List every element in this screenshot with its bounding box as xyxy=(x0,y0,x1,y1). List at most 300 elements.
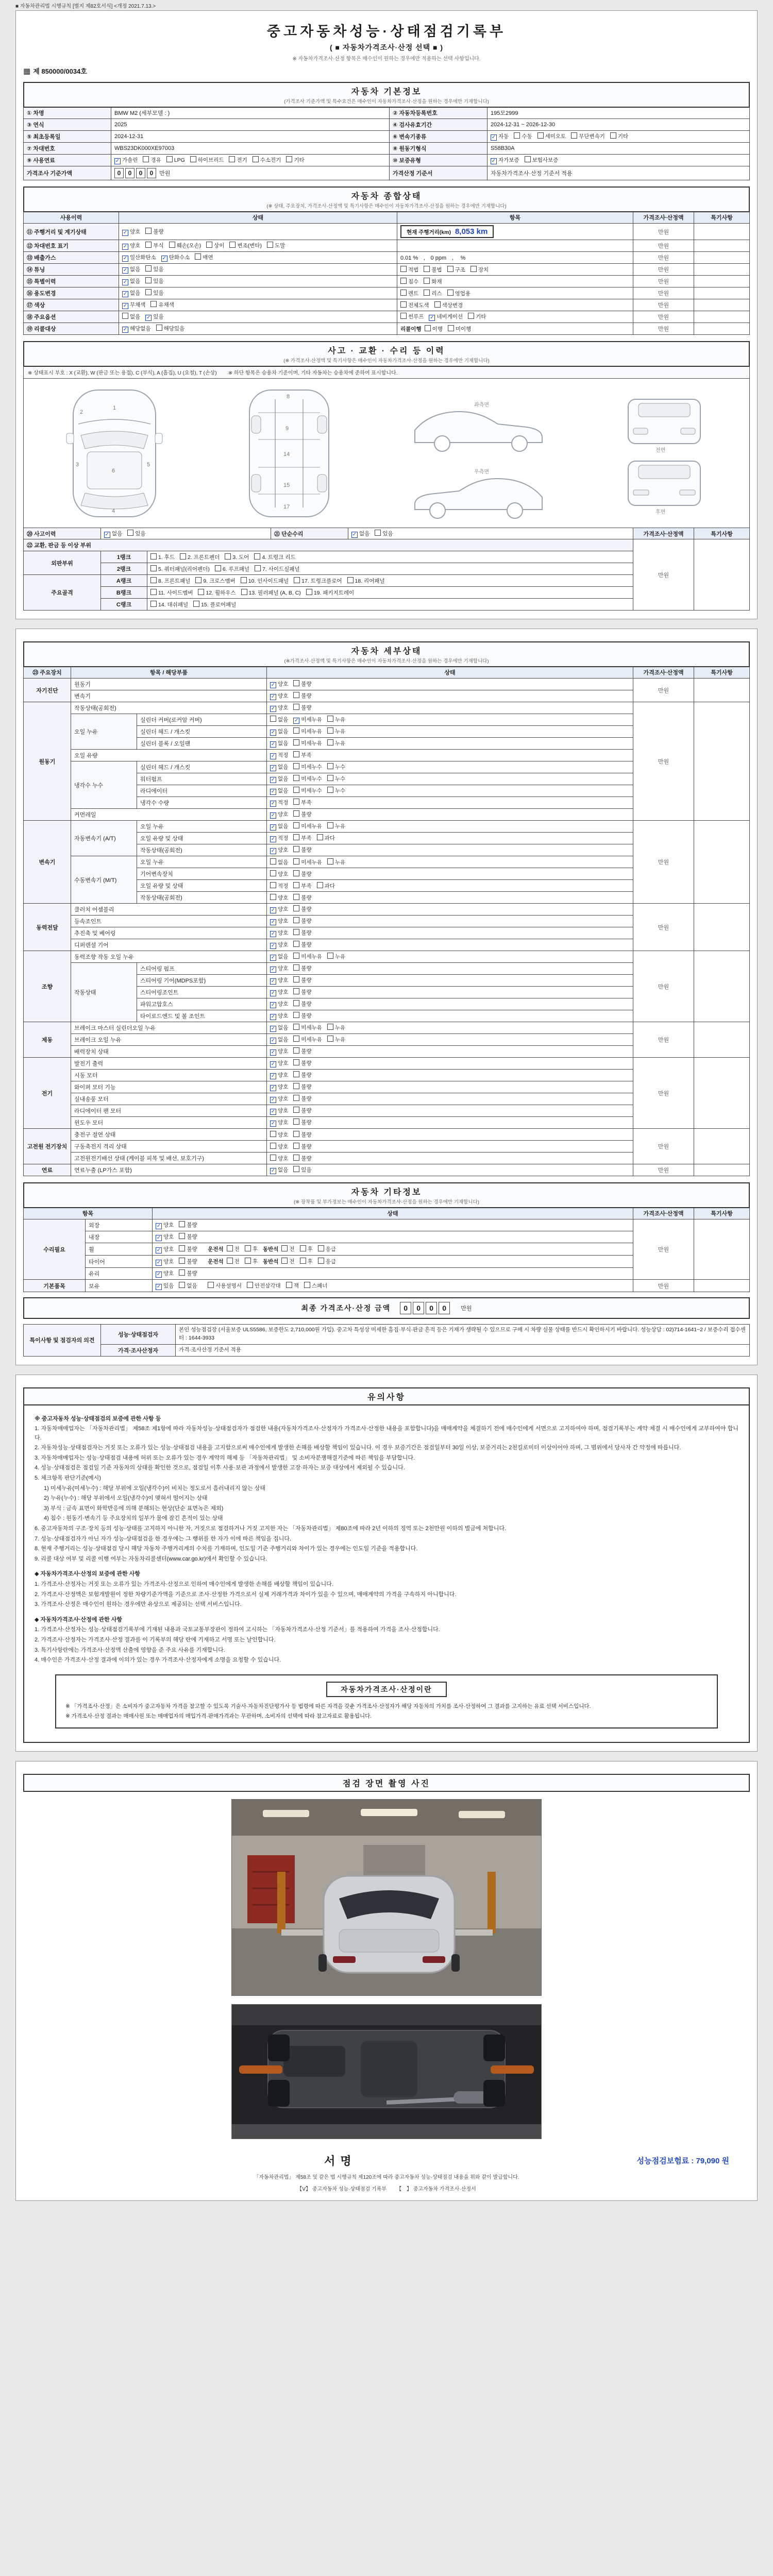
checkbox[interactable]: ✓ 양호 xyxy=(156,1234,174,1241)
checkbox[interactable]: 있음 xyxy=(293,1166,311,1174)
checkbox[interactable]: 불량 xyxy=(179,1269,197,1277)
part-checkbox[interactable]: 9. 크로스멤버 xyxy=(195,577,235,585)
checkbox[interactable]: 없음 xyxy=(122,313,140,320)
part-checkbox[interactable]: 10. 인사이드패널 xyxy=(241,577,289,585)
part-checkbox[interactable]: 8. 프론트패널 xyxy=(150,577,190,585)
checkbox[interactable]: 영업용 xyxy=(447,290,470,297)
checkbox[interactable]: 전 xyxy=(281,1245,294,1253)
checkbox[interactable]: 후 xyxy=(300,1258,313,1265)
section-basic-title: 자동차 기본정보 xyxy=(351,88,422,96)
svg-text:2: 2 xyxy=(79,409,83,415)
checkbox[interactable]: 불량 xyxy=(293,988,311,996)
part-checkbox[interactable]: 7. 사이드실패널 xyxy=(255,565,300,573)
checkbox[interactable]: ✓ 양호 xyxy=(271,1096,289,1103)
checkbox[interactable]: 불량 xyxy=(145,228,163,235)
checkbox[interactable]: 이행 xyxy=(425,325,443,333)
checkbox[interactable]: 불량 xyxy=(293,704,311,711)
item-label: 배력장치 상태 xyxy=(71,1046,267,1058)
part-checkbox[interactable]: 3. 도어 xyxy=(225,553,249,561)
item-sub-label: 기어변속장치 xyxy=(137,868,267,880)
document-title: 중고자동차성능·상태점검기록부 xyxy=(266,24,507,39)
price-cell: 만원 xyxy=(633,904,694,951)
checkbox[interactable]: ✓ 없음 xyxy=(271,954,289,960)
checkbox[interactable]: ✓ 양호 xyxy=(156,1270,174,1277)
checkbox[interactable]: ✓ 없음 xyxy=(271,764,289,771)
checkbox[interactable]: 상이 xyxy=(206,242,224,249)
row-label: ⑱ 주요옵션 xyxy=(24,311,119,323)
checkbox[interactable]: 과다 xyxy=(317,834,335,842)
checkbox[interactable]: ✓ 없음 xyxy=(105,531,123,537)
notice-line: ◆ 자동차가격조사·산정에 관한 사항 xyxy=(35,1616,123,1623)
item-label: 동력조향 작동 오일 누유 xyxy=(71,951,267,963)
section-overall-header xyxy=(23,187,750,212)
checkbox[interactable]: 누유 xyxy=(327,716,345,723)
checkbox[interactable]: 매연 xyxy=(195,253,213,261)
section-accident-note: (※ 가격조사·산정액 및 특기사항은 매수인이 자동차가격조사·산정을 원하는 경우에만 기재합니다) xyxy=(283,358,490,364)
part-checkbox[interactable]: 18. 리어패널 xyxy=(347,577,385,585)
checkbox[interactable]: 미세누수 xyxy=(293,787,322,794)
status-checks xyxy=(267,927,633,939)
checkbox[interactable]: ✓ 없음 xyxy=(271,740,289,747)
note-cell xyxy=(694,1219,750,1280)
checkbox[interactable]: 미이행 xyxy=(448,325,471,333)
checkbox[interactable]: 누유 xyxy=(327,953,345,960)
checkbox[interactable]: 누유 xyxy=(327,858,345,866)
note-cell xyxy=(694,951,750,1022)
checkbox[interactable]: 후 xyxy=(245,1258,258,1265)
checkbox[interactable]: 불량 xyxy=(293,1012,311,1020)
part-checkbox[interactable]: 14. 대쉬패널 xyxy=(150,601,188,608)
checkbox[interactable]: 응급 xyxy=(318,1258,336,1265)
checkbox[interactable]: 후 xyxy=(245,1245,258,1253)
checkbox[interactable]: 미세누유 xyxy=(293,953,322,960)
status-checks xyxy=(119,299,397,311)
checkbox[interactable]: 보험사보증 xyxy=(525,156,559,164)
checkbox[interactable]: ✓ 네비게이션 xyxy=(430,314,463,320)
checkbox[interactable]: ✓ 없음 xyxy=(271,788,289,794)
checkbox[interactable]: 부식 xyxy=(145,242,163,249)
svg-text:17: 17 xyxy=(283,504,290,510)
checkbox[interactable]: 누유 xyxy=(327,727,345,735)
checkbox[interactable]: ✓ 양호 xyxy=(156,1222,174,1229)
status-checks xyxy=(267,821,633,833)
checkbox[interactable]: 불량 xyxy=(293,917,311,925)
item-group-label: 작동상태 xyxy=(71,963,137,1022)
rank-part-checks xyxy=(147,599,633,611)
checkbox[interactable]: 불량 xyxy=(293,680,311,688)
checkbox[interactable]: 전 xyxy=(227,1258,240,1265)
checkbox[interactable]: 후 xyxy=(300,1245,313,1253)
checkbox[interactable]: 양호 xyxy=(270,1143,288,1150)
part-checkbox[interactable]: 5. 쿼터패널(리어펜더) xyxy=(150,565,210,573)
checkbox[interactable]: 유채색 xyxy=(150,301,174,309)
note-cell xyxy=(694,1280,750,1292)
checkbox[interactable]: 도말 xyxy=(267,242,285,249)
simple-repair-label: ㉑ 단순수리 xyxy=(271,528,348,540)
checkbox[interactable]: ✓ 있음 xyxy=(146,314,164,320)
checkbox[interactable]: 불량 xyxy=(179,1258,197,1265)
part-checkbox[interactable]: 6. 루프패널 xyxy=(215,565,249,573)
checkbox[interactable]: 변조(변타) xyxy=(229,242,262,249)
opinion-author-label: 성능·상태점검자 xyxy=(101,1325,176,1345)
section-basic-note: (가격조사 기준가액 및 특수요건은 매수인이 자동차가격조사·산정을 원하는 경우에만 기재합니다) xyxy=(284,99,489,105)
svg-text:3: 3 xyxy=(75,462,79,468)
section-photos-title: 점검 장면 촬영 사진 xyxy=(343,1780,430,1789)
part-checkbox[interactable]: 1. 후드 xyxy=(150,553,175,561)
checkbox[interactable]: ✓ 없음 xyxy=(123,266,141,273)
checkbox[interactable]: 불량 xyxy=(293,870,311,878)
checkbox[interactable]: 불량 xyxy=(293,1143,311,1150)
checkbox[interactable]: 불량 xyxy=(293,1107,311,1114)
checkbox[interactable]: ✓ 양호 xyxy=(156,1246,174,1253)
final-price-unit: 만원 xyxy=(461,1306,472,1312)
checkbox[interactable]: 하이브리드 xyxy=(190,156,224,164)
checkbox[interactable]: 적정 xyxy=(270,882,288,890)
checkbox[interactable]: ✓ 양호 xyxy=(271,1013,289,1020)
checkbox[interactable]: 미세누수 xyxy=(293,775,322,783)
checkbox[interactable]: 있음 xyxy=(145,289,163,297)
price-digit-boxes: 0 0 0 0 xyxy=(114,171,158,177)
checkbox[interactable]: ✓ 없음 xyxy=(271,776,289,783)
checkbox[interactable]: ✓ 양호 xyxy=(271,1001,289,1008)
checkbox[interactable]: 전기 xyxy=(229,156,247,164)
checkbox[interactable]: 미세누유 xyxy=(293,739,322,747)
row-label: ⑮ 특별이력 xyxy=(24,276,119,287)
checkbox[interactable]: 불량 xyxy=(293,1059,311,1067)
item-sub-label: 오일 누유 xyxy=(137,856,267,868)
checkbox[interactable]: ✓ 양호 xyxy=(123,243,141,249)
checkbox[interactable]: 불량 xyxy=(293,1000,311,1008)
item-sub-label: 실린더 커버(로커암 커버) xyxy=(137,714,267,726)
checkbox[interactable]: 수동 xyxy=(514,132,532,140)
checkbox[interactable]: 색상변경 xyxy=(434,301,463,309)
checkbox[interactable]: 렌트 xyxy=(400,290,418,297)
checkbox[interactable]: 불량 xyxy=(293,1047,311,1055)
checkbox[interactable]: ✓ 양호 xyxy=(271,705,289,711)
checkbox[interactable]: 전 xyxy=(227,1245,240,1253)
part-checkbox[interactable]: 12. 휠하우스 xyxy=(198,589,236,597)
checkbox[interactable]: 무단변속기 xyxy=(571,132,605,140)
svg-text:5: 5 xyxy=(146,462,150,468)
checkbox[interactable]: 침수 xyxy=(400,278,418,285)
checkbox[interactable]: 누유 xyxy=(327,1024,345,1031)
checkbox[interactable]: ✓ 양호 xyxy=(271,989,289,996)
device-group-label: 연료 xyxy=(24,1164,71,1176)
checkbox[interactable]: 미세누유 xyxy=(293,822,322,830)
etc-group-label: 기본품목 xyxy=(24,1280,86,1292)
checkbox[interactable]: 해당있음 xyxy=(156,325,185,332)
checkbox[interactable]: 리스 xyxy=(424,290,442,297)
item-label: 추진축 및 베어링 xyxy=(71,927,267,939)
field-label: ⑦ 차대번호 xyxy=(24,143,111,155)
checkbox[interactable]: 누유 xyxy=(327,1036,345,1043)
checkbox[interactable]: 양호 xyxy=(270,870,288,878)
item-sub-label: 작동상태(공회전) xyxy=(137,892,267,904)
checkbox[interactable]: 있음 xyxy=(127,530,145,537)
checkbox[interactable]: 화재 xyxy=(424,278,442,285)
price-survey-definition-box xyxy=(55,1674,718,1729)
price-cell: 만원 xyxy=(633,702,694,821)
part-checkbox[interactable]: 11. 사이드멤버 xyxy=(150,589,193,597)
checkbox[interactable]: 부족 xyxy=(293,882,311,890)
checkbox[interactable]: 불량 xyxy=(293,1071,311,1079)
status-checks xyxy=(267,1058,633,1070)
checkbox[interactable]: 불량 xyxy=(293,905,311,913)
checkbox[interactable]: ✓ 양호 xyxy=(271,847,289,854)
status-checks xyxy=(267,690,633,702)
checkbox[interactable]: 잭 xyxy=(286,1282,299,1290)
checkbox[interactable]: 과다 xyxy=(317,882,335,890)
rank-part-checks xyxy=(147,575,633,587)
checkbox[interactable]: 스패너 xyxy=(304,1282,327,1290)
opinion-text: 가격·조사산정 기준서 적용 xyxy=(176,1344,750,1356)
checkbox[interactable]: ✓ 양호 xyxy=(271,1048,289,1055)
checkbox[interactable]: ✓ 양호 xyxy=(123,228,141,235)
checkbox[interactable]: ✓ 양호 xyxy=(271,965,289,972)
section-overall-title: 자동차 종합상태 xyxy=(351,192,422,201)
checkbox[interactable]: 없음 xyxy=(270,716,288,723)
frame-group-label: 주요골격 xyxy=(24,575,101,611)
checkbox[interactable]: ✓ 양호 xyxy=(271,1108,289,1114)
checkbox[interactable]: 불량 xyxy=(293,1095,311,1103)
checkbox[interactable]: 양호 xyxy=(270,894,288,902)
checkbox[interactable]: 있음 xyxy=(145,277,163,285)
checkbox[interactable]: ✓ 양호 xyxy=(156,1259,174,1265)
part-checkbox[interactable]: 2. 프론트펜더 xyxy=(180,553,220,561)
checkbox[interactable]: ✓ 적정 xyxy=(271,835,289,842)
status-checks xyxy=(267,1034,633,1046)
checkbox[interactable]: ✓ 무채색 xyxy=(123,302,146,309)
checkbox[interactable]: ✓ 양호 xyxy=(271,1060,289,1067)
field-value: 195모2999 xyxy=(488,107,750,119)
item-group-label: 오일 누유 xyxy=(71,714,137,750)
checkbox[interactable]: ✓ 양호 xyxy=(271,918,289,925)
checkbox[interactable]: 양호 xyxy=(270,1155,288,1162)
column-header: 가격조사·산정액 xyxy=(633,212,694,224)
checkbox[interactable]: 불량 xyxy=(293,1155,311,1162)
checkbox[interactable]: ✓ 자동 xyxy=(491,133,509,140)
status-checks xyxy=(267,1081,633,1093)
checkbox[interactable]: 미세누유 xyxy=(293,727,322,735)
checkbox[interactable]: ✓ 없음 xyxy=(271,1167,289,1174)
checkbox[interactable]: ✓ 없음 xyxy=(352,531,370,537)
checkbox[interactable]: 부족 xyxy=(293,799,311,806)
notice-line: 3) 부식 : 금속 표면이 화학반응에 의해 분해되는 현상(단순 표면녹은 제외) xyxy=(44,1505,224,1512)
part-checkbox[interactable]: 15. 플로어패널 xyxy=(193,601,236,608)
field-value: 자동차가격조사·산정 기준서 적용 xyxy=(488,166,750,180)
checkbox[interactable]: 부족 xyxy=(293,751,311,759)
status-checks xyxy=(267,679,633,690)
status-checks xyxy=(267,1046,633,1058)
checkbox[interactable]: 미세누유 xyxy=(293,1036,322,1043)
checkbox[interactable]: 불량 xyxy=(293,929,311,937)
checkbox[interactable]: 불법 xyxy=(424,266,442,274)
price-cell: 만원 xyxy=(633,1129,694,1164)
check-group-label: 운전석 xyxy=(208,1259,224,1265)
checkbox[interactable]: 불량 xyxy=(293,692,311,700)
checkbox[interactable]: LPG xyxy=(166,156,185,163)
note-cell xyxy=(694,287,750,299)
checkbox[interactable]: 불량 xyxy=(293,1083,311,1091)
checkbox[interactable]: ✓ 없음 xyxy=(123,278,141,285)
checkbox[interactable]: ✓ 없음 xyxy=(271,1025,289,1031)
checkbox[interactable]: 훼손(오손) xyxy=(169,242,201,249)
status-checks xyxy=(153,1219,633,1231)
signature-row xyxy=(23,2153,750,2168)
status-checks xyxy=(267,963,633,975)
checkbox[interactable]: ✓ 양호 xyxy=(271,681,289,688)
checkbox[interactable]: 미세누수 xyxy=(293,763,322,771)
checkbox[interactable]: 썬루프 xyxy=(400,313,424,320)
checkbox[interactable]: ✓ 자가보증 xyxy=(491,157,519,164)
extra-cell xyxy=(397,224,633,240)
checkbox[interactable]: 있음 xyxy=(145,265,163,273)
item-sub-label: 스티어링 기어(MDPS포함) xyxy=(137,975,267,987)
checkbox[interactable]: 기타 xyxy=(468,313,486,320)
checkbox[interactable]: 불량 xyxy=(179,1233,197,1241)
checkbox[interactable]: ✓ 있음 xyxy=(156,1283,174,1290)
part-checkbox[interactable]: 17. 트렁크플로어 xyxy=(294,577,342,585)
status-checks xyxy=(267,738,633,750)
status-checks xyxy=(267,916,633,927)
checkbox[interactable]: 전체도색 xyxy=(400,301,429,309)
item-label: 휠 xyxy=(86,1243,153,1256)
checkbox[interactable]: 전 xyxy=(281,1258,294,1265)
status-checks xyxy=(267,904,633,916)
checkbox[interactable]: ✓ 양호 xyxy=(271,1120,289,1126)
form-reference: ■ 자동차관리법 시행규칙 [별지 제82호서식] <개정 2021.7.13.> xyxy=(15,4,156,9)
checkbox[interactable]: ✓ 없음 xyxy=(271,728,289,735)
definition-box-title: 자동차가격조사·산정이란 xyxy=(326,1682,446,1697)
checkbox[interactable]: 누수 xyxy=(327,763,345,771)
checkbox[interactable]: 누유 xyxy=(327,822,345,830)
notice-line: 3. 가격조사·산정은 매수인이 원하는 경우에만 유상으로 제공되는 선택 서비스입니다. xyxy=(35,1601,242,1608)
checkbox[interactable]: 구조 xyxy=(447,266,465,274)
page-2 xyxy=(15,629,758,1365)
section-accident-title: 사고 · 교환 · 수리 등 이력 xyxy=(328,347,445,355)
checkbox[interactable]: ✓ 일산화탄소 xyxy=(123,255,156,261)
checkbox[interactable]: 불량 xyxy=(293,941,311,948)
checkbox[interactable]: 미세누유 xyxy=(293,1024,322,1031)
checkbox[interactable]: ✓ 양호 xyxy=(271,906,289,913)
checkbox[interactable]: ✓ 미세누유 xyxy=(294,717,322,723)
checkbox[interactable]: 응급 xyxy=(318,1245,336,1253)
checkbox[interactable]: ✓ 양호 xyxy=(271,942,289,948)
checkbox[interactable]: 양호 xyxy=(270,1131,288,1139)
photo-underbody xyxy=(231,2004,542,2139)
checkbox[interactable]: ✓ 탄화수소 xyxy=(162,255,190,261)
note-cell xyxy=(694,276,750,287)
checkbox[interactable]: 장치 xyxy=(470,266,489,274)
price-cell: 만원 xyxy=(633,1219,694,1280)
part-checkbox[interactable]: 19. 패키지트레이 xyxy=(306,589,354,597)
checkbox[interactable]: 불량 xyxy=(293,894,311,902)
checkbox[interactable]: ✓ 양호 xyxy=(271,1084,289,1091)
checkbox[interactable]: ✓ 해당없음 xyxy=(123,326,151,332)
status-checks: ✓ 있음 없음 ㅤ 사용설명서 안전삼각대 잭 스패너 xyxy=(153,1280,633,1292)
checkbox[interactable]: 불량 xyxy=(293,1131,311,1139)
checkbox[interactable]: ✓ 가솔린 xyxy=(115,157,138,164)
checkbox[interactable]: 부족 xyxy=(293,834,311,842)
status-checks xyxy=(267,833,633,844)
checkbox[interactable]: ✓ 없음 xyxy=(271,1037,289,1043)
checkbox[interactable]: 누수 xyxy=(327,775,345,783)
checkbox[interactable]: 없음 xyxy=(270,858,288,866)
checkbox[interactable]: 있음 xyxy=(375,530,393,537)
checkbox[interactable]: 불량 xyxy=(293,846,311,854)
checkbox[interactable]: ✓ 양호 xyxy=(271,930,289,937)
checkbox[interactable]: ✓ 양호 xyxy=(271,1072,289,1079)
status-checks xyxy=(267,868,633,880)
inspection-photos xyxy=(23,1799,750,2139)
checkbox[interactable]: 누유 xyxy=(327,739,345,747)
checkbox[interactable]: 불량 xyxy=(179,1245,197,1253)
checkbox[interactable]: 경유 xyxy=(143,156,161,164)
notice-line: 2. 가격조사·산정자는 가격조사·산정 결과를 이 기록부의 해당 란에 기재하고 서명 또는 날인합니다. xyxy=(35,1636,276,1643)
price-cell: 만원 xyxy=(633,264,694,276)
checkbox[interactable]: ✓ 적정 xyxy=(271,752,289,759)
checkbox[interactable]: 기타 xyxy=(610,132,628,140)
final-price-digits xyxy=(400,1302,451,1314)
status-checks xyxy=(267,1129,633,1141)
status-checks xyxy=(267,1141,633,1153)
checkbox[interactable]: 없음 xyxy=(179,1282,197,1290)
checkbox[interactable]: 누수 xyxy=(327,787,345,794)
checkbox[interactable]: 안전삼각대 xyxy=(247,1282,281,1290)
checkbox[interactable]: 불량 xyxy=(293,1118,311,1126)
field-label: ② 자동차등록번호 xyxy=(390,107,488,119)
checkbox[interactable]: 적법 xyxy=(400,266,418,274)
status-checks: ✓ 양호 불량 ㅤ운전석 전 후 동반석 전 후 응급 xyxy=(153,1243,633,1256)
extra-cell xyxy=(397,276,633,287)
extra-cell xyxy=(397,311,633,323)
part-checkbox[interactable]: 13. 필러패널 (A, B, C) xyxy=(241,589,301,597)
field-label: ③ 연식 xyxy=(24,119,111,131)
column-header: 상태 xyxy=(119,212,397,224)
notice-line: 1. 가격조사·산정자는 거짓 또는 오류가 있는 가격조사·산정으로 인하여 매수인에게 발생한 손해를 배상할 책임이 있습니다. xyxy=(35,1581,333,1587)
checkbox[interactable]: 사용설명서 xyxy=(208,1282,242,1290)
checkbox[interactable]: ✓ 양호 xyxy=(271,693,289,700)
checkbox[interactable]: ✓ 없음 xyxy=(123,290,141,297)
signature-field[interactable]: 서명 xyxy=(324,2155,357,2168)
checkbox[interactable]: 수소전기 xyxy=(253,156,281,164)
checkbox[interactable]: ✓ 없음 xyxy=(271,823,289,830)
checkbox[interactable]: 불량 xyxy=(293,810,311,818)
field-value: 2024-12-31 ~ 2026-12-30 xyxy=(488,119,750,131)
checkbox[interactable]: ✓ 적정 xyxy=(271,800,289,806)
field-value: WBS23DK000XE97003 xyxy=(111,143,390,155)
checkbox[interactable]: 불량 xyxy=(293,976,311,984)
note-cell xyxy=(694,264,750,276)
price-cell: 만원 xyxy=(633,252,694,264)
device-group-label: 고전원 전기장치 xyxy=(24,1129,71,1164)
checkbox[interactable]: 불량 xyxy=(179,1221,197,1229)
checkbox[interactable]: 미세누유 xyxy=(293,858,322,866)
checkbox[interactable]: 기타 xyxy=(286,156,304,164)
status-checks xyxy=(119,240,397,252)
part-checkbox[interactable]: 4. 트렁크 리드 xyxy=(254,553,295,561)
checkbox[interactable]: 불량 xyxy=(293,964,311,972)
checkbox[interactable]: ✓ 양호 xyxy=(271,811,289,818)
item-label: 와이퍼 모터 기능 xyxy=(71,1081,267,1093)
item-label: 내장 xyxy=(86,1231,153,1243)
checkbox[interactable]: ✓ 양호 xyxy=(271,977,289,984)
column-header: 특기사항 xyxy=(694,1208,750,1219)
extra-cell xyxy=(397,299,633,311)
car-front-rear-diagram xyxy=(610,384,718,523)
price-cell: 만원 xyxy=(633,323,694,335)
checkbox[interactable]: 세미오토 xyxy=(537,132,566,140)
